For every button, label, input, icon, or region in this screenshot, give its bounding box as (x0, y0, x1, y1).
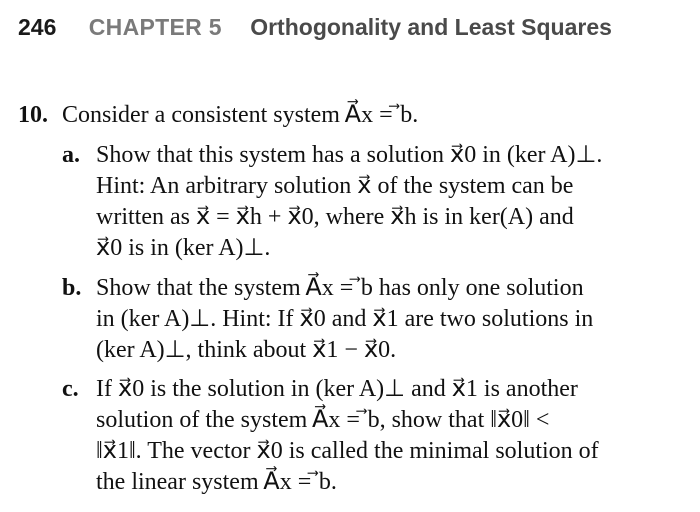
problem-statement-line (18, 100, 418, 129)
part-b-label: b. (62, 275, 82, 301)
part-b-line-3: (ker A)⊥, think about x⃗1 − x⃗0. (96, 337, 397, 363)
problem-number: 10. (18, 102, 48, 128)
part-b-line-2: in (ker A)⊥. Hint: If x⃗0 and x⃗1 are two solutions in (96, 306, 594, 332)
part-c-line-3: ‖x⃗1‖. The vector x⃗0 is called the minimal solution of (96, 438, 599, 464)
chapter-label: CHAPTER 5 (88, 14, 222, 40)
part-a-line-1 (62, 140, 602, 169)
chapter-title: Orthogonality and Least Squares (250, 14, 612, 40)
part-a-text-1: Show that this system has a solution x⃗0 in (ker A)⊥. (96, 142, 603, 168)
part-a-label: a. (62, 142, 80, 168)
part-c-text-1: If x⃗0 is the solution in (ker A)⊥ and x⃗1 is another (96, 376, 578, 402)
running-header (18, 14, 612, 41)
part-a-line-2: Hint: An arbitrary solution x⃗ of the system can be (96, 173, 574, 199)
page-number: 246 (18, 14, 57, 40)
problem-statement: Consider a consistent system A⃗x = ⃗b. (62, 102, 419, 128)
part-c-line-1 (62, 374, 578, 403)
part-c-line-4: the linear system A⃗x = ⃗b. (96, 469, 337, 495)
part-c-label: c. (62, 376, 79, 402)
part-b-line-1 (62, 273, 584, 302)
part-c-line-2: solution of the system A⃗x = ⃗b, show that ‖x⃗0‖ < (96, 407, 550, 433)
part-a-line-4: x⃗0 is in (ker A)⊥. (96, 235, 271, 261)
part-a-line-3: written as x⃗ = x⃗h + x⃗0, where x⃗h is in ker(A) and (96, 204, 574, 230)
part-b-text-1: Show that the system A⃗x = ⃗b has only one solution (96, 275, 584, 301)
